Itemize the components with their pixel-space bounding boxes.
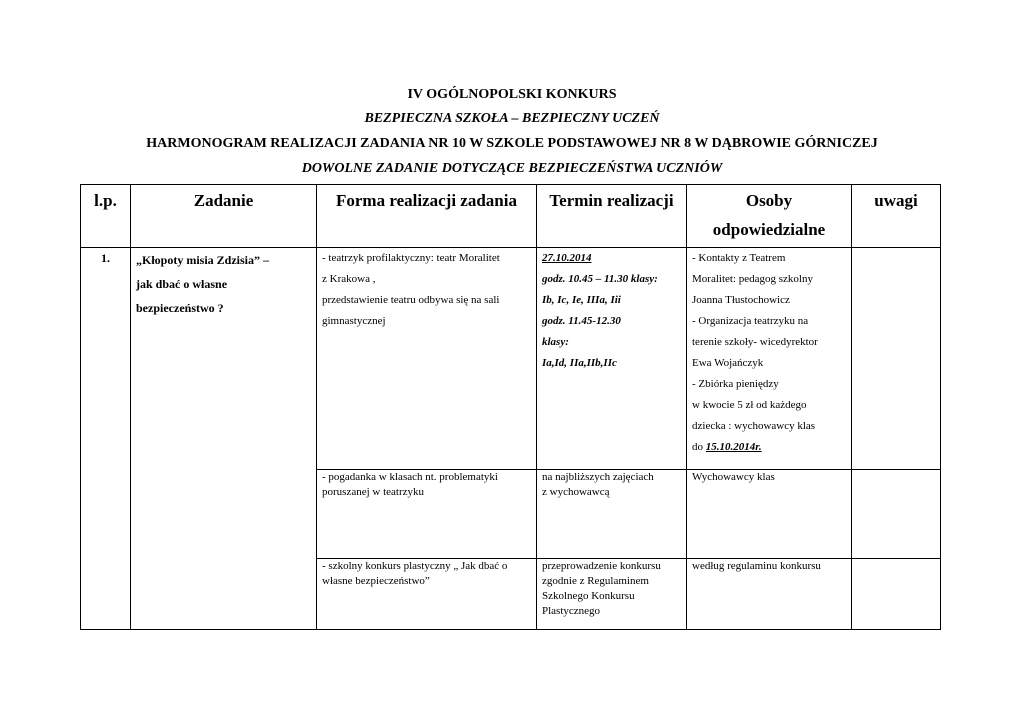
term-line: przeprowadzenie konkursu [542, 560, 661, 572]
responsible-line: Moralitet: pedagog szkolny [692, 273, 813, 285]
term-line: Plastycznego [542, 605, 601, 617]
responsible-cell: Wychowawcy klas [687, 470, 852, 559]
responsible-cell: według regulaminu konkursu [687, 559, 852, 630]
deadline-prefix: do [692, 441, 706, 453]
task-subtitle: DOWOLNE ZADANIE DOTYCZĄCE BEZPIECZEŃSTWA UCZNIÓW [301, 161, 723, 176]
responsible-cell [687, 248, 852, 470]
form-line: - szkolny konkurs plastyczny „ Jak dbać o [322, 560, 508, 572]
responsible-line: terenie szkoły- wicedyrektor [692, 336, 818, 348]
column-header-responsible-line1: Osoby [745, 191, 793, 210]
column-header-lp: l.p. [81, 185, 131, 248]
responsible-line: w kwocie 5 zł od każdego [692, 399, 807, 411]
term-line: Ib, Ic, Ie, IIIa, Iii [542, 294, 621, 306]
row-number: 1. [81, 248, 131, 630]
notes-cell [852, 559, 941, 630]
responsible-line: - Kontakty z Teatrem [692, 252, 786, 264]
form-line: przedstawienie teatru odbywa się na sali [322, 294, 500, 306]
form-line: gimnastycznej [322, 315, 386, 327]
form-line: poruszanej w teatrzyku [322, 486, 425, 498]
term-cell [537, 248, 687, 470]
term-date: 27.10.2014 [542, 252, 592, 264]
responsible-line: Ewa Wojańczyk [692, 357, 764, 369]
column-header-responsible [687, 185, 852, 248]
form-cell [317, 248, 537, 470]
term-line: godz. 11.45-12.30 [542, 315, 621, 327]
task-line: bezpieczeństwo ? [136, 301, 224, 315]
responsible-line: dziecka : wychowawcy klas [692, 420, 816, 432]
form-cell [317, 470, 537, 559]
responsible-line [692, 437, 846, 458]
column-header-term: Termin realizacji [537, 185, 687, 248]
task-line: „Kłopoty misia Zdzisia” – [136, 253, 270, 267]
contest-name: BEZPIECZNA SZKOŁA – BEZPIECZNY UCZEŃ [364, 111, 660, 126]
notes-cell [852, 470, 941, 559]
term-line: klasy: [542, 336, 569, 348]
task-line: jak dbać o własne [136, 277, 228, 291]
table-header-row [81, 185, 941, 248]
notes-cell [852, 248, 941, 470]
column-header-task: Zadanie [131, 185, 317, 248]
term-line: zgodnie z Regulaminem [542, 575, 649, 587]
form-line: własne bezpieczeństwo” [322, 575, 430, 587]
column-header-notes: uwagi [852, 185, 941, 248]
schedule-title: HARMONOGRAM REALIZACJI ZADANIA NR 10 W SZKOLE PODSTAWOWEJ NR 8 W DĄBROWIE GÓRNICZEJ [146, 136, 878, 151]
deadline-date: 15.10.2014r. [705, 441, 762, 453]
task-cell [131, 248, 317, 630]
form-cell [317, 559, 537, 630]
form-line: - pogadanka w klasach nt. problematyki [322, 471, 498, 483]
term-line: na najbliższych zajęciach [542, 471, 654, 483]
table-row [81, 248, 941, 470]
form-line: - teatrzyk profilaktyczny: teatr Moralitet [322, 252, 500, 264]
form-line: z Krakowa , [322, 273, 376, 285]
term-line: z wychowawcą [542, 486, 610, 498]
responsible-line: - Zbiórka pieniędzy [692, 378, 779, 390]
schedule-table [80, 184, 941, 630]
column-header-form: Forma realizacji zadania [317, 185, 537, 248]
document-title: IV OGÓLNOPOLSKI KONKURS [407, 87, 617, 102]
responsible-line: Joanna Tłustochowicz [692, 294, 790, 306]
term-line: Ia,Id, IIa,IIb,IIc [542, 357, 617, 369]
term-line: godz. 10.45 – 11.30 klasy: [542, 273, 658, 285]
term-line: Szkolnego Konkursu [542, 590, 635, 602]
term-cell [537, 559, 687, 630]
term-cell [537, 470, 687, 559]
column-header-responsible-line2: odpowiedzialne [712, 220, 826, 239]
responsible-line: - Organizacja teatrzyku na [692, 315, 809, 327]
